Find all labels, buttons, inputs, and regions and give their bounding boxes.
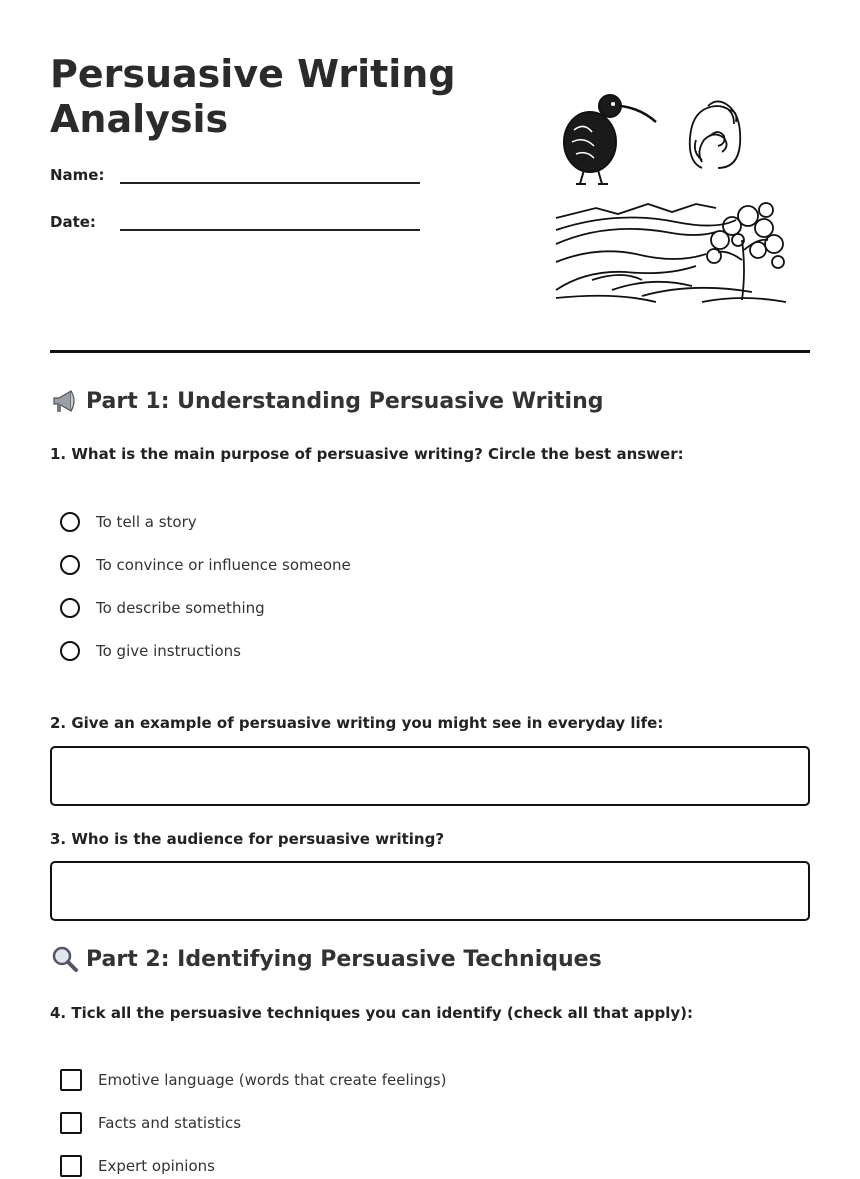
part1-title-text: Part 1: Understanding Persuasive Writing: [86, 388, 604, 414]
radio-circle[interactable]: [60, 512, 80, 532]
q2-answer-box[interactable]: [50, 746, 810, 806]
name-field[interactable]: [50, 166, 420, 196]
header-illustration: [552, 80, 792, 305]
q1-option-3[interactable]: [60, 595, 265, 621]
q1-option-4-label: To give instructions: [96, 642, 241, 660]
part2-title: [50, 944, 602, 974]
magnifier-icon: [50, 944, 80, 974]
q1-option-4[interactable]: [60, 638, 241, 664]
megaphone-icon: [50, 386, 80, 416]
question-2: 2. Give an example of persuasive writing you might see in everyday life:: [50, 714, 664, 732]
q1-option-2[interactable]: [60, 552, 351, 578]
checkbox[interactable]: [60, 1155, 82, 1177]
date-line[interactable]: [120, 229, 420, 231]
checkbox[interactable]: [60, 1069, 82, 1091]
q4-option-1-label: Emotive language (words that create feelings): [98, 1071, 447, 1089]
question-3: 3. Who is the audience for persuasive writing?: [50, 830, 445, 848]
tree-icon: [702, 203, 786, 302]
date-field[interactable]: [50, 213, 420, 243]
date-label: Date:: [50, 213, 96, 231]
landscape-icon: [556, 204, 752, 302]
name-label: Name:: [50, 166, 105, 184]
radio-circle[interactable]: [60, 641, 80, 661]
koru-icon: [690, 101, 740, 168]
question-1: 1. What is the main purpose of persuasive writing? Circle the best answer:: [50, 445, 684, 463]
radio-circle[interactable]: [60, 598, 80, 618]
q1-option-1[interactable]: [60, 509, 197, 535]
part2-title-text: Part 2: Identifying Persuasive Techniques: [86, 946, 602, 972]
q4-option-2-label: Facts and statistics: [98, 1114, 242, 1132]
q1-option-1-label: To tell a story: [96, 513, 197, 531]
part1-title: [50, 386, 603, 416]
q1-option-2-label: To convince or influence someone: [96, 556, 351, 574]
q1-option-3-label: To describe something: [96, 599, 265, 617]
q3-answer-box[interactable]: [50, 861, 810, 921]
q4-option-3[interactable]: [60, 1153, 215, 1179]
q4-option-2[interactable]: [60, 1110, 241, 1136]
header-divider: [50, 350, 810, 353]
checkbox[interactable]: [60, 1112, 82, 1134]
page-title: Persuasive Writing Analysis: [50, 52, 456, 141]
name-line[interactable]: [120, 182, 420, 184]
kiwi-bird-icon: [564, 95, 656, 184]
radio-circle[interactable]: [60, 555, 80, 575]
q4-option-3-label: Expert opinions: [98, 1157, 215, 1175]
q4-option-1[interactable]: [60, 1067, 446, 1093]
question-4: 4. Tick all the persuasive techniques you can identify (check all that apply):: [50, 1004, 693, 1022]
